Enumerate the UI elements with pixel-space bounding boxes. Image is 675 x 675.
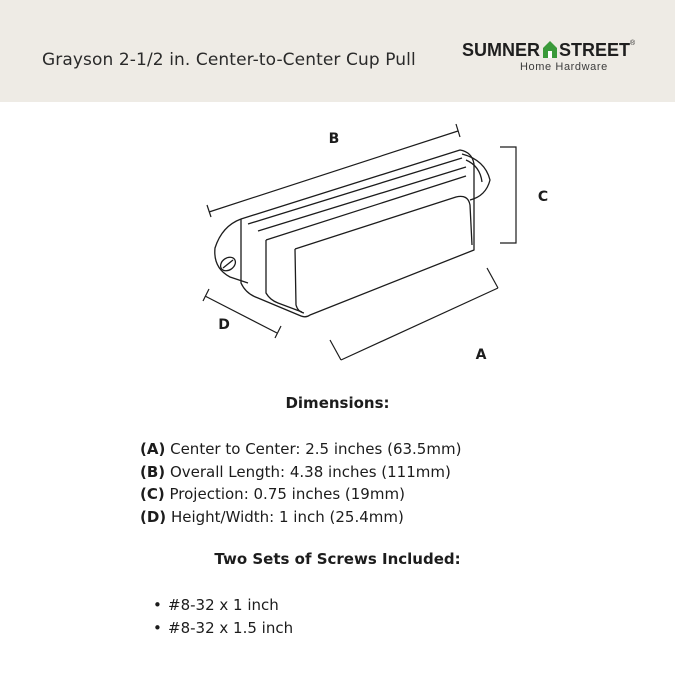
dimension-item-b xyxy=(140,461,461,484)
cup-pull-drawing xyxy=(215,150,490,317)
dimension-text-d: Height/Width: 1 inch (25.4mm) xyxy=(170,507,404,526)
bullet-icon: • xyxy=(153,619,162,637)
dimension-label-d: D xyxy=(218,317,230,333)
dimension-text-b: Overall Length: 4.38 inches (111mm) xyxy=(169,462,451,481)
bullet-icon: • xyxy=(153,596,162,614)
logo-trademark: ® xyxy=(630,40,636,47)
dimension-key-a: (A) xyxy=(140,440,166,458)
house-logo-icon xyxy=(542,40,558,58)
screw-item-text: #8-32 x 1.5 inch xyxy=(168,619,294,637)
dimension-key-c: (C) xyxy=(140,485,165,503)
dimension-label-a: A xyxy=(475,347,487,363)
product-title: Grayson 2-1/2 in. Center-to-Center Cup Pull xyxy=(42,50,416,70)
header-banner xyxy=(0,0,675,102)
screws-heading: Two Sets of Screws Included: xyxy=(214,550,461,568)
dimensions-heading: Dimensions: xyxy=(285,394,390,412)
dimension-label-b: B xyxy=(328,131,340,147)
logo-word-street: STREET xyxy=(559,40,631,60)
dimension-text-c: Projection: 0.75 inches (19mm) xyxy=(169,485,405,503)
dimension-key-b: (B) xyxy=(140,462,166,481)
brand-logo xyxy=(462,40,652,80)
dimension-lines xyxy=(203,124,516,360)
dimension-label-c: C xyxy=(537,189,549,205)
screw-item xyxy=(153,594,293,617)
dimension-text-a: Center to Center: 2.5 inches (63.5mm) xyxy=(170,440,462,458)
dimension-d-line xyxy=(203,289,281,338)
dimension-item-d xyxy=(140,506,461,529)
dimensions-list xyxy=(140,438,461,528)
cup-pull-diagram xyxy=(0,102,675,382)
screws-list xyxy=(153,594,293,640)
dimension-c-line xyxy=(500,147,516,243)
dimension-key-d: (D) xyxy=(140,507,167,526)
logo-wordmark xyxy=(462,40,635,61)
dimension-a-line xyxy=(330,268,498,360)
screw-item xyxy=(153,617,293,640)
screw-item-text: #8-32 x 1 inch xyxy=(168,596,279,614)
logo-tagline: Home Hardware xyxy=(520,61,608,73)
dimension-item-c xyxy=(140,483,461,506)
logo-word-sumner: SUMNER xyxy=(462,40,541,60)
dimension-item-a xyxy=(140,438,461,461)
